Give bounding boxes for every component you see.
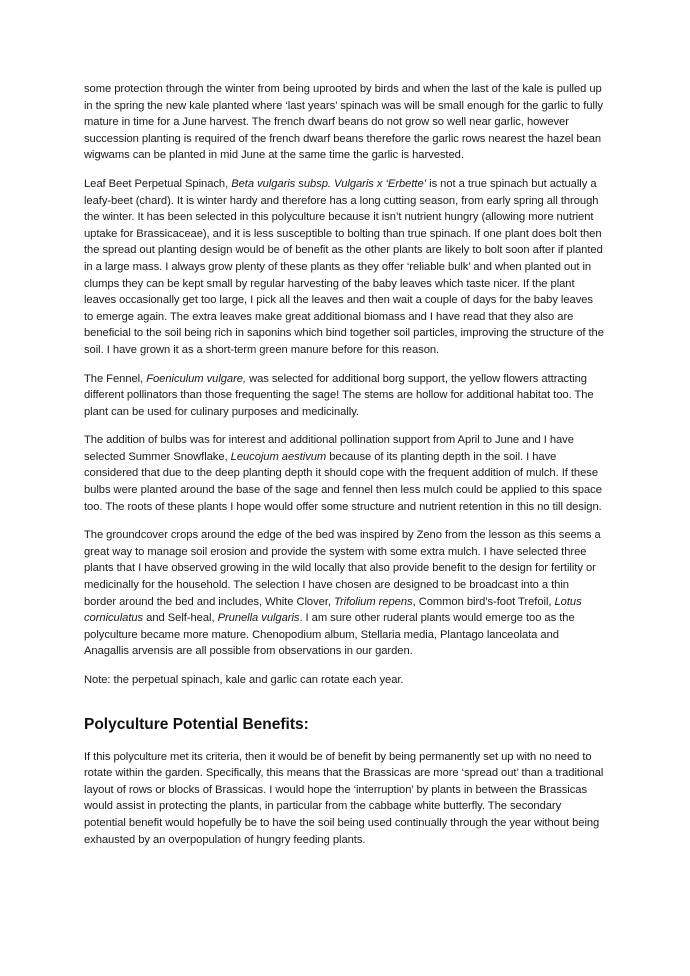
paragraph-text: The addition of bulbs was for interest and additional pollination support from April to June and I have selected Summer Snowflake,	[84, 434, 574, 463]
paragraph-text: was selected for additional borg support, the yellow flowers attracting different pollinators than those frequenting the sage! The stems are hollow for additional habitat too. The plant can be used for culinary purposes and medicinally.	[84, 372, 594, 418]
paragraph-text: is not a true spinach but actually a leafy-beet (chard). It is winter hardy and therefore has a long cutting season, from early spring all through the winter. It has been selected in this polyculture because it isn’t nutrient hungry (allowing more nutrient uptake for Brassicaceae), and it is less susceptible to bolting than true spinach. If one plant does bolt then the spread out planting design would be of benefit as the other plants are likely to bolt soon after if planted in a large mass. I always grow plenty of these plants as they offer ‘reliable bulk’ and when planted out in clumps they can be kept small by regular harvesting of the baby leaves which taste nicer. If the plant leaves occasionally get too large, I pick all the leaves and then wait a couple of days for the baby leaves to emerge again. The extra leaves make great additional biomass and I have read that they also are beneficial to the soil being rich in saponins which bind together soil particles, improving the structure of the soil. I have grown it as a short-term green manure before for this reason.	[84, 177, 604, 356]
latin-name-leucojum-aestivum: Leucojum aestivum	[230, 450, 327, 463]
paragraph-text: The groundcover crops around the edge of the bed was inspired by Zeno from the lesson as this seems a great way to manage soil erosion and provide the system with some extra mulch. I have selected three plants that I have observed growing in the wild locally that also provide benefit to the design for fertility or medicinally for the household. The selection I have chosen are designed to be broadcast into a thin border around the bed and includes, White Clover,	[84, 529, 601, 608]
paragraph-perpetual-spinach	[84, 176, 604, 359]
paragraph-text: and Self-heal,	[143, 612, 218, 625]
paragraph-text: because of its planting depth in the soil. I have considered that due to the deep planting depth it should cope with the frequent addition of mulch. If these bulbs were planted around the base of the sage and fennel then less mulch could be applied to this space too. The roots of these plants I hope would offer some structure and nutrient retention in this no till design.	[84, 450, 602, 513]
latin-name-prunella-vulgaris: Prunella vulgaris	[217, 612, 300, 625]
paragraph-text: Note: the perpetual spinach, kale and garlic can rotate each year.	[84, 674, 404, 686]
paragraph-text: Leaf Beet Perpetual Spinach,	[84, 177, 232, 190]
latin-name-trifolium-repens: Trifolium repens	[334, 595, 413, 608]
paragraph-rotation-note	[84, 672, 604, 689]
paragraph-text: some protection through the winter from being uprooted by birds and when the last of the kale is pulled up in the spring the new kale planted where ‘last years’ spinach was will be small enough for the garlic to fully mature in time for a June harvest. The french dwarf beans do not grow so well near garlic, however succession planting is required of the french dwarf beans therefore the garlic rows nearest the hazel bean wigwams can be planted in mid June at the same time the garlic is harvested.	[84, 83, 603, 162]
paragraph-text: If this polyculture met its criteria, then it would be of benefit by being permanently set up with no need to rotate within the garden. Specifically, this means that the Brassicas are more ‘spread out’ than a traditional layout of rows or blocks of Brassicas. I would hope the ‘interruption’ by plants in between the Brassicas would assist in protecting the plants, in particular from the cabbage white butterfly. The secondary potential benefit would hopefully be to have the soil being used continually through the year without being exhausted by an overpopulation of hungry feeding plants.	[84, 750, 604, 846]
paragraph-garlic-rotation	[84, 81, 604, 164]
paragraph-text: . I am sure other ruderal plants would emerge too as the polyculture became more mature. Chenopodium album, Stellaria media, Plantago lanceolata and Anagallis arvensis are all possible from observations in our garden.	[84, 612, 575, 658]
latin-name-beta-vulgaris: Beta vulgaris subsp. Vulgaris x ‘Erbette’	[231, 177, 427, 190]
latin-name-lotus-corniculatus: Lotus corniculatus	[84, 595, 582, 625]
paragraph-fennel	[84, 371, 604, 421]
paragraph-text: , Common bird’s-foot Trefoil,	[412, 595, 555, 608]
paragraph-bulbs	[84, 432, 604, 515]
section-heading: Polyculture Potential Benefits:	[84, 715, 309, 733]
paragraph-groundcover	[84, 527, 604, 660]
paragraph-text: The Fennel,	[84, 372, 147, 385]
paragraph-potential-benefits	[84, 749, 604, 849]
latin-name-foeniculum-vulgare: Foeniculum vulgare,	[146, 372, 247, 385]
